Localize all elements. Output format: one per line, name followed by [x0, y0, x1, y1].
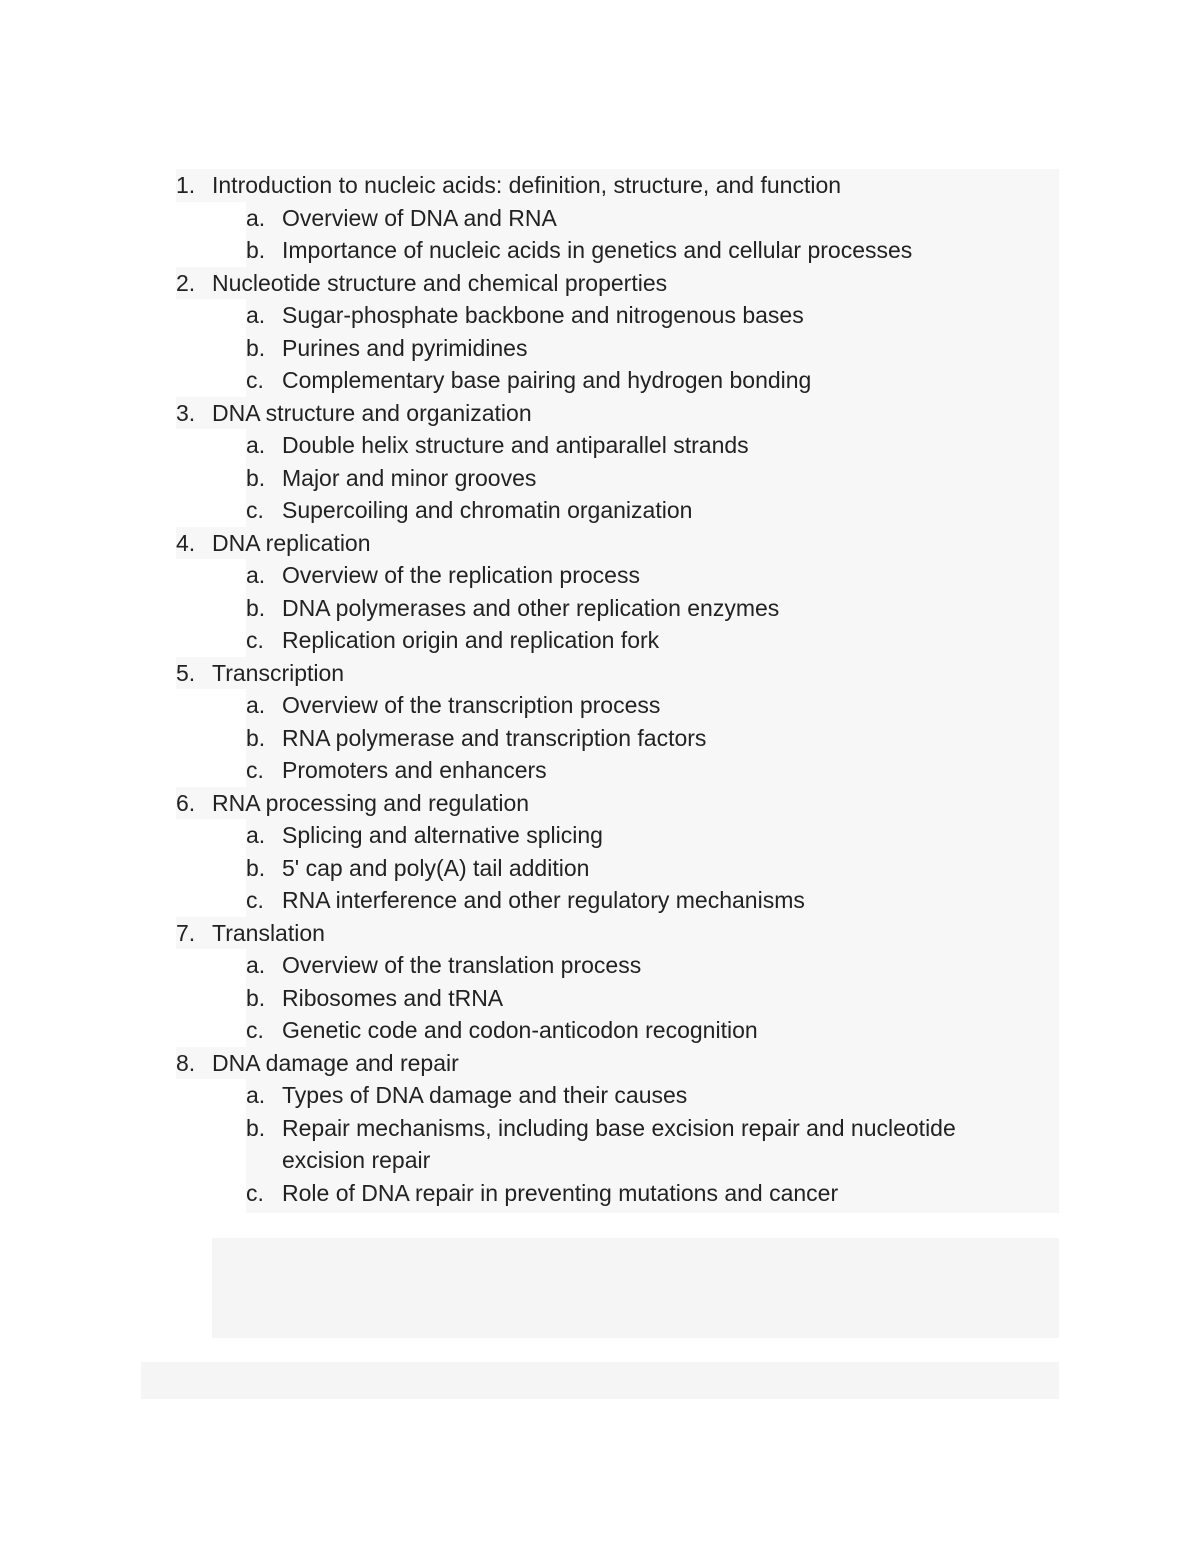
- item-text: DNA replication: [212, 529, 371, 556]
- subitem-text: Complementary base pairing and hydrogen bonding: [282, 367, 812, 393]
- subitem-text: 5' cap and poly(A) tail addition: [282, 854, 590, 881]
- item-text: Translation: [212, 919, 325, 946]
- subitem-letter: c.: [246, 1017, 264, 1043]
- outline-subitem: [176, 494, 1059, 527]
- subitem-letter: a.: [246, 432, 266, 458]
- outline-subitem: [176, 754, 1059, 787]
- item-number: 5.: [176, 659, 196, 686]
- outline-subitem: [176, 884, 1059, 917]
- item-text: DNA structure and organization: [212, 399, 532, 426]
- outline-item: [176, 169, 1059, 202]
- item-number: 4.: [176, 529, 196, 556]
- outline-subitem: [176, 1177, 1059, 1210]
- outline-subitem: [176, 462, 1059, 495]
- subitem-letter: c.: [246, 367, 264, 393]
- subitem-text: Overview of DNA and RNA: [282, 204, 557, 231]
- subitem-text: Ribosomes and tRNA: [282, 984, 504, 1011]
- outline-subitem: [176, 1014, 1059, 1047]
- subitem-text: RNA interference and other regulatory mechanisms: [282, 887, 805, 913]
- subitem-letter: c.: [246, 627, 264, 653]
- subitem-letter: a.: [246, 1082, 266, 1108]
- outline-subitem: [176, 202, 1059, 235]
- outline-item: [176, 397, 1059, 430]
- outline-subitem: [176, 722, 1059, 755]
- subitem-letter: b.: [246, 1114, 266, 1141]
- subitem-text: Repair mechanisms, including base excision repair and nucleotide excision repair: [282, 1114, 956, 1173]
- topic-outline: [176, 169, 1059, 1209]
- subitem-letter: b.: [246, 464, 266, 491]
- outline-subitem: [176, 852, 1059, 885]
- outline-item: [176, 917, 1059, 950]
- item-number: 7.: [176, 919, 196, 946]
- outline-item: [176, 657, 1059, 690]
- outline-item: [176, 527, 1059, 560]
- subitem-letter: a.: [246, 204, 266, 231]
- item-number: 2.: [176, 269, 196, 296]
- subitem-text: Supercoiling and chromatin organization: [282, 497, 693, 523]
- outline-subitem: [176, 592, 1059, 625]
- subitem-letter: c.: [246, 887, 264, 913]
- item-number: 1.: [176, 172, 196, 198]
- outline-subitem: [176, 299, 1059, 332]
- outline-item: [176, 267, 1059, 300]
- outline-subitem: [176, 429, 1059, 462]
- item-number: 8.: [176, 1049, 196, 1076]
- subitem-letter: b.: [246, 724, 266, 751]
- item-text: Introduction to nucleic acids: definition, structure, and function: [212, 172, 842, 198]
- outline-item: [176, 1047, 1059, 1080]
- outline-subitem: [176, 559, 1059, 592]
- subitem-text: Purines and pyrimidines: [282, 334, 528, 361]
- outline-item: [176, 787, 1059, 820]
- subitem-letter: b.: [246, 594, 266, 621]
- subitem-text: Replication origin and replication fork: [282, 627, 660, 653]
- subitem-text: Genetic code and codon-anticodon recognition: [282, 1017, 758, 1043]
- subitem-text: Major and minor grooves: [282, 464, 537, 491]
- subitem-letter: b.: [246, 984, 266, 1011]
- item-text: Transcription: [212, 659, 345, 686]
- subitem-text: Overview of the transcription process: [282, 692, 661, 718]
- subitem-text: Double helix structure and antiparallel strands: [282, 432, 749, 458]
- subitem-letter: a.: [246, 562, 266, 588]
- outline-subitem: [176, 624, 1059, 657]
- subitem-text: DNA polymerases and other replication enzymes: [282, 594, 780, 621]
- subitem-letter: a.: [246, 952, 266, 978]
- empty-bar: [141, 1362, 1059, 1399]
- subitem-text: Importance of nucleic acids in genetics and cellular processes: [282, 237, 913, 263]
- subitem-letter: a.: [246, 302, 266, 328]
- subitem-letter: c.: [246, 1179, 264, 1206]
- subitem-text: Promoters and enhancers: [282, 757, 547, 783]
- item-number: 3.: [176, 399, 196, 426]
- item-number: 6.: [176, 789, 196, 816]
- item-text: DNA damage and repair: [212, 1049, 459, 1076]
- subitem-letter: b.: [246, 854, 266, 881]
- subitem-letter: b.: [246, 334, 266, 361]
- outline-subitem: [176, 234, 1059, 267]
- outline-subitem: [176, 949, 1059, 982]
- outline-subitem: [176, 819, 1059, 852]
- subitem-text: Overview of the translation process: [282, 952, 642, 978]
- outline-subitem: [176, 982, 1059, 1015]
- subitem-letter: a.: [246, 822, 266, 848]
- outline-subitem: [176, 1112, 1059, 1177]
- subitem-text: Role of DNA repair in preventing mutations and cancer: [282, 1179, 839, 1206]
- outline-subitem: [176, 1079, 1059, 1112]
- subitem-letter: b.: [246, 237, 266, 263]
- item-text: Nucleotide structure and chemical properties: [212, 269, 668, 296]
- subitem-letter: c.: [246, 497, 264, 523]
- outline-subitem: [176, 332, 1059, 365]
- outline-subitem: [176, 364, 1059, 397]
- subitem-text: RNA polymerase and transcription factors: [282, 724, 707, 751]
- empty-block: [212, 1238, 1059, 1338]
- subitem-text: Splicing and alternative splicing: [282, 822, 603, 848]
- subitem-text: Types of DNA damage and their causes: [282, 1082, 688, 1108]
- subitem-letter: c.: [246, 757, 264, 783]
- subitem-text: Sugar-phosphate backbone and nitrogenous bases: [282, 302, 804, 328]
- item-text: RNA processing and regulation: [212, 789, 530, 816]
- subitem-text: Overview of the replication process: [282, 562, 640, 588]
- outline-subitem: [176, 689, 1059, 722]
- subitem-letter: a.: [246, 692, 266, 718]
